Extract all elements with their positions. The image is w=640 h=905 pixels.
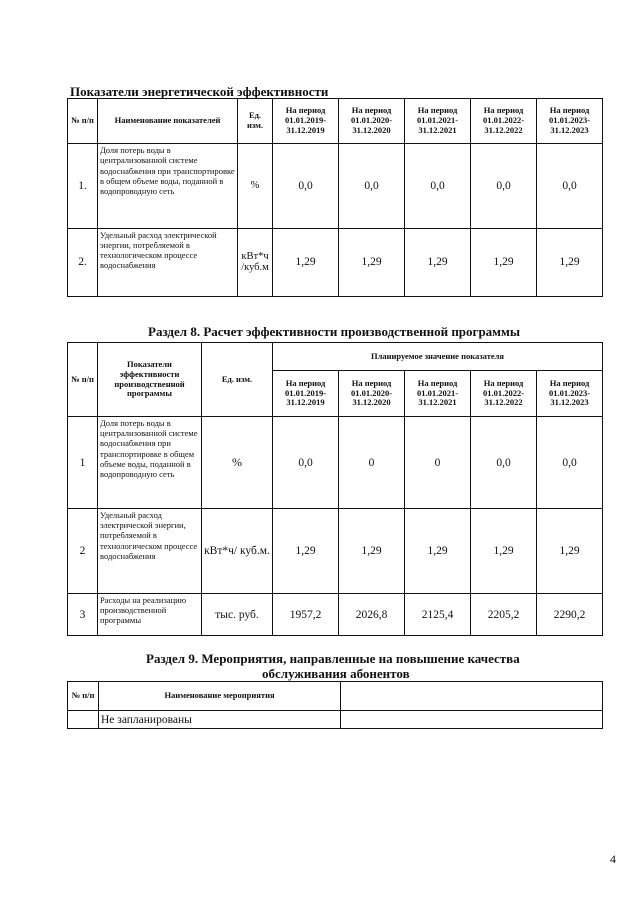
row-name: Удельный расход электрической энергии, потребляемой в технологическом процессе водоснабжения	[98, 509, 202, 594]
value-cell: 0,0	[273, 144, 339, 228]
header-unit: Ед. изм.	[202, 343, 273, 417]
value-cell: 1957,2	[273, 594, 339, 636]
section9-title-line1: Раздел 9. Мероприятия, направленные на повышение качества	[146, 651, 520, 666]
header-unit: Ед. изм.	[238, 99, 273, 144]
value-cell: 0,0	[339, 144, 405, 228]
row-name: Доля потерь воды в централизованной системе водоснабжения при транспортировке в общем объеме воды, поданной в водопроводную сеть	[98, 417, 202, 509]
header-period-2021: На период 01.01.2021- 31.12.2021	[405, 99, 471, 144]
value-cell: 1,29	[537, 509, 603, 594]
row-num: 1.	[68, 144, 98, 228]
value-cell: 1,29	[471, 509, 537, 594]
row-name: Удельный расход электрической энергии, потребляемой в технологическом процессе водоснабжения	[98, 228, 238, 296]
value-cell: 0,0	[537, 144, 603, 228]
header-period-2022: На период 01.01.2022- 31.12.2022	[471, 99, 537, 144]
table-row	[68, 144, 603, 228]
page-number: 4	[610, 852, 616, 866]
row-name: Доля потерь воды в централизованной системе водоснабжения при транспортировке в общем объеме воды, поданной в водопроводную сеть	[98, 144, 238, 228]
row-unit: %	[202, 417, 273, 509]
table-row	[68, 417, 603, 509]
header-name: Наименование показателей	[98, 99, 238, 144]
value-cell: 1,29	[471, 228, 537, 296]
table-row	[68, 509, 603, 594]
row-name: Расходы на реализацию производственной программы	[98, 594, 202, 636]
value-cell: 1,29	[339, 509, 405, 594]
value-cell: 0,0	[471, 144, 537, 228]
header-num: № п/п	[68, 682, 99, 711]
header-measure-name: Наименование мероприятия	[99, 682, 341, 711]
row-unit: кВт*ч/ куб.м.	[202, 509, 273, 594]
header-period-2020: На период 01.01.2020- 31.12.2020	[339, 371, 405, 417]
row-num-empty	[68, 711, 99, 729]
row-unit: кВт*ч /куб.м	[238, 228, 273, 296]
section9-table	[67, 681, 603, 729]
value-cell: 1,29	[537, 228, 603, 296]
value-cell: 0	[405, 417, 471, 509]
section8-title: Раздел 8. Расчет эффективности производственной программы	[148, 324, 521, 339]
header-num: № п/п	[68, 343, 98, 417]
row-num: 2	[68, 509, 98, 594]
value-cell: 2026,8	[339, 594, 405, 636]
value-cell: 1,29	[405, 509, 471, 594]
row-unit: тыс. руб.	[202, 594, 273, 636]
header-num: № п/п	[68, 99, 98, 144]
header-period-2019: На период 01.01.2019- 31.12.2019	[273, 99, 339, 144]
header-period-2020: На период 01.01.2020- 31.12.2020	[339, 99, 405, 144]
row-num: 3	[68, 594, 98, 636]
value-cell: 0,0	[273, 417, 339, 509]
header-period-2023: На период 01.01.2023- 31.12.2023	[537, 99, 603, 144]
header-empty	[341, 682, 603, 711]
section9-title-line2: обслуживания абонентов	[262, 666, 410, 681]
header-period-2022: На период 01.01.2022- 31.12.2022	[471, 371, 537, 417]
value-cell: 2205,2	[471, 594, 537, 636]
not-planned-text: Не запланированы	[99, 711, 341, 729]
value-cell: 0,0	[537, 417, 603, 509]
header-period-2023: На период 01.01.2023- 31.12.2023	[537, 371, 603, 417]
value-cell: 2125,4	[405, 594, 471, 636]
header-name: Показатели эффективности производственной программы	[98, 343, 202, 417]
row-num: 2.	[68, 228, 98, 296]
energy-efficiency-table	[67, 98, 603, 297]
table-row	[68, 228, 603, 296]
row-unit: %	[238, 144, 273, 228]
header-planned-value: Планируемое значение показателя	[273, 343, 603, 371]
value-cell: 1,29	[339, 228, 405, 296]
header-period-2019: На период 01.01.2019- 31.12.2019	[273, 371, 339, 417]
value-cell: 1,29	[405, 228, 471, 296]
value-cell: 1,29	[273, 228, 339, 296]
header-period-2021: На период 01.01.2021- 31.12.2021	[405, 371, 471, 417]
value-cell: 0,0	[471, 417, 537, 509]
value-cell: 1,29	[273, 509, 339, 594]
value-cell: 0	[339, 417, 405, 509]
value-cell: 2290,2	[537, 594, 603, 636]
energy-section-title: Показатели энергетической эффективности	[70, 84, 329, 99]
row-num: 1	[68, 417, 98, 509]
row-empty-cell	[341, 711, 603, 729]
value-cell: 0,0	[405, 144, 471, 228]
table-row	[68, 594, 603, 636]
table-row	[68, 711, 603, 729]
section8-table	[67, 342, 603, 636]
